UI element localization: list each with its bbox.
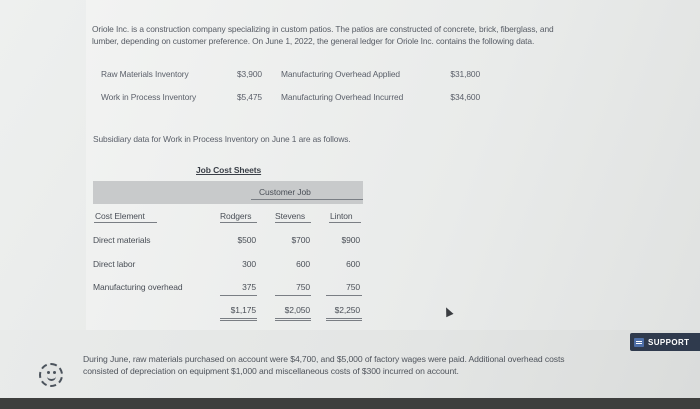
subsidiary-text: Subsidiary data for Work in Process Inventory on June 1 are as follows. <box>93 134 351 144</box>
support-label: SUPPORT <box>648 337 690 347</box>
total-rodgers: $1,175 <box>230 305 256 315</box>
ledger-label-raw-materials: Raw Materials Inventory <box>101 69 189 79</box>
total-linton: $2,250 <box>334 305 360 315</box>
row-label-direct-labor: Direct labor <box>93 259 136 269</box>
cell-manufacturing-overhead-stevens: 750 <box>296 282 310 292</box>
rodgers-rule <box>220 222 257 223</box>
cell-direct-materials-linton: $900 <box>341 235 360 245</box>
double-rule-linton <box>326 318 362 319</box>
total-rule-linton <box>326 295 362 296</box>
screen-bottom-edge <box>0 398 700 409</box>
intro-line-2: lumber, depending on customer preference. On June 1, 2022, the general ledger for Oriole Inc. contains the following data. <box>92 36 535 46</box>
cell-direct-labor-stevens: 600 <box>296 259 310 269</box>
table-header-band <box>93 181 363 204</box>
table-header-job-linton: Linton <box>330 211 353 221</box>
table-title: Job Cost Sheets <box>196 165 262 175</box>
total-rule-rodgers <box>220 295 257 296</box>
row-label-direct-materials: Direct materials <box>93 235 151 245</box>
ledger-label-overhead-incurred: Manufacturing Overhead Incurred <box>281 92 404 102</box>
total-stevens: $2,050 <box>284 305 310 315</box>
footer-line-2: consisted of depreciation on equipment $1,000 and miscellaneous costs of $300 incurred on account. <box>83 366 459 376</box>
ledger-value-raw-materials: $3,900 <box>236 69 262 79</box>
cell-manufacturing-overhead-rodgers: 375 <box>242 282 256 292</box>
cell-manufacturing-overhead-linton: 750 <box>346 282 360 292</box>
table-header-cost-element: Cost Element <box>95 211 145 221</box>
ledger-value-overhead-incurred: $34,600 <box>450 92 480 102</box>
smiley-face-icon[interactable] <box>39 363 63 387</box>
double-rule-stevens-2 <box>275 320 311 321</box>
double-rule-linton-2 <box>326 320 362 321</box>
footer-line-1: During June, raw materials purchased on account were $4,700, and $5,000 of factory wages were paid. Additional overhead costs <box>83 354 565 364</box>
table-header-job-stevens: Stevens <box>275 211 306 221</box>
chat-icon <box>634 338 644 347</box>
double-rule-stevens <box>275 318 311 319</box>
group-header-rule <box>251 199 363 200</box>
linton-rule <box>329 222 361 223</box>
cost-element-rule <box>94 222 157 223</box>
row-label-manufacturing-overhead: Manufacturing overhead <box>93 282 183 292</box>
table-header-job-rodgers: Rodgers <box>220 211 252 221</box>
stevens-rule <box>275 222 311 223</box>
cell-direct-materials-stevens: $700 <box>291 235 310 245</box>
cell-direct-labor-linton: 600 <box>346 259 360 269</box>
double-rule-rodgers <box>220 318 257 319</box>
total-rule-stevens <box>275 295 311 296</box>
cell-direct-materials-rodgers: $500 <box>237 235 256 245</box>
lower-panel <box>0 330 700 398</box>
ledger-value-overhead-applied: $31,800 <box>450 69 480 79</box>
table-group-header: Customer Job <box>259 187 311 197</box>
intro-line-1: Oriole Inc. is a construction company specializing in custom patios. The patios are constructed of concrete, brick, fiberglass, and <box>92 24 554 34</box>
cell-direct-labor-rodgers: 300 <box>242 259 256 269</box>
ledger-label-work-in-process: Work in Process Inventory <box>101 92 197 102</box>
support-button[interactable] <box>630 333 700 351</box>
ledger-label-overhead-applied: Manufacturing Overhead Applied <box>281 69 400 79</box>
double-rule-rodgers-2 <box>220 320 257 321</box>
ledger-value-work-in-process: $5,475 <box>236 92 262 102</box>
problem-panel <box>86 0 700 330</box>
